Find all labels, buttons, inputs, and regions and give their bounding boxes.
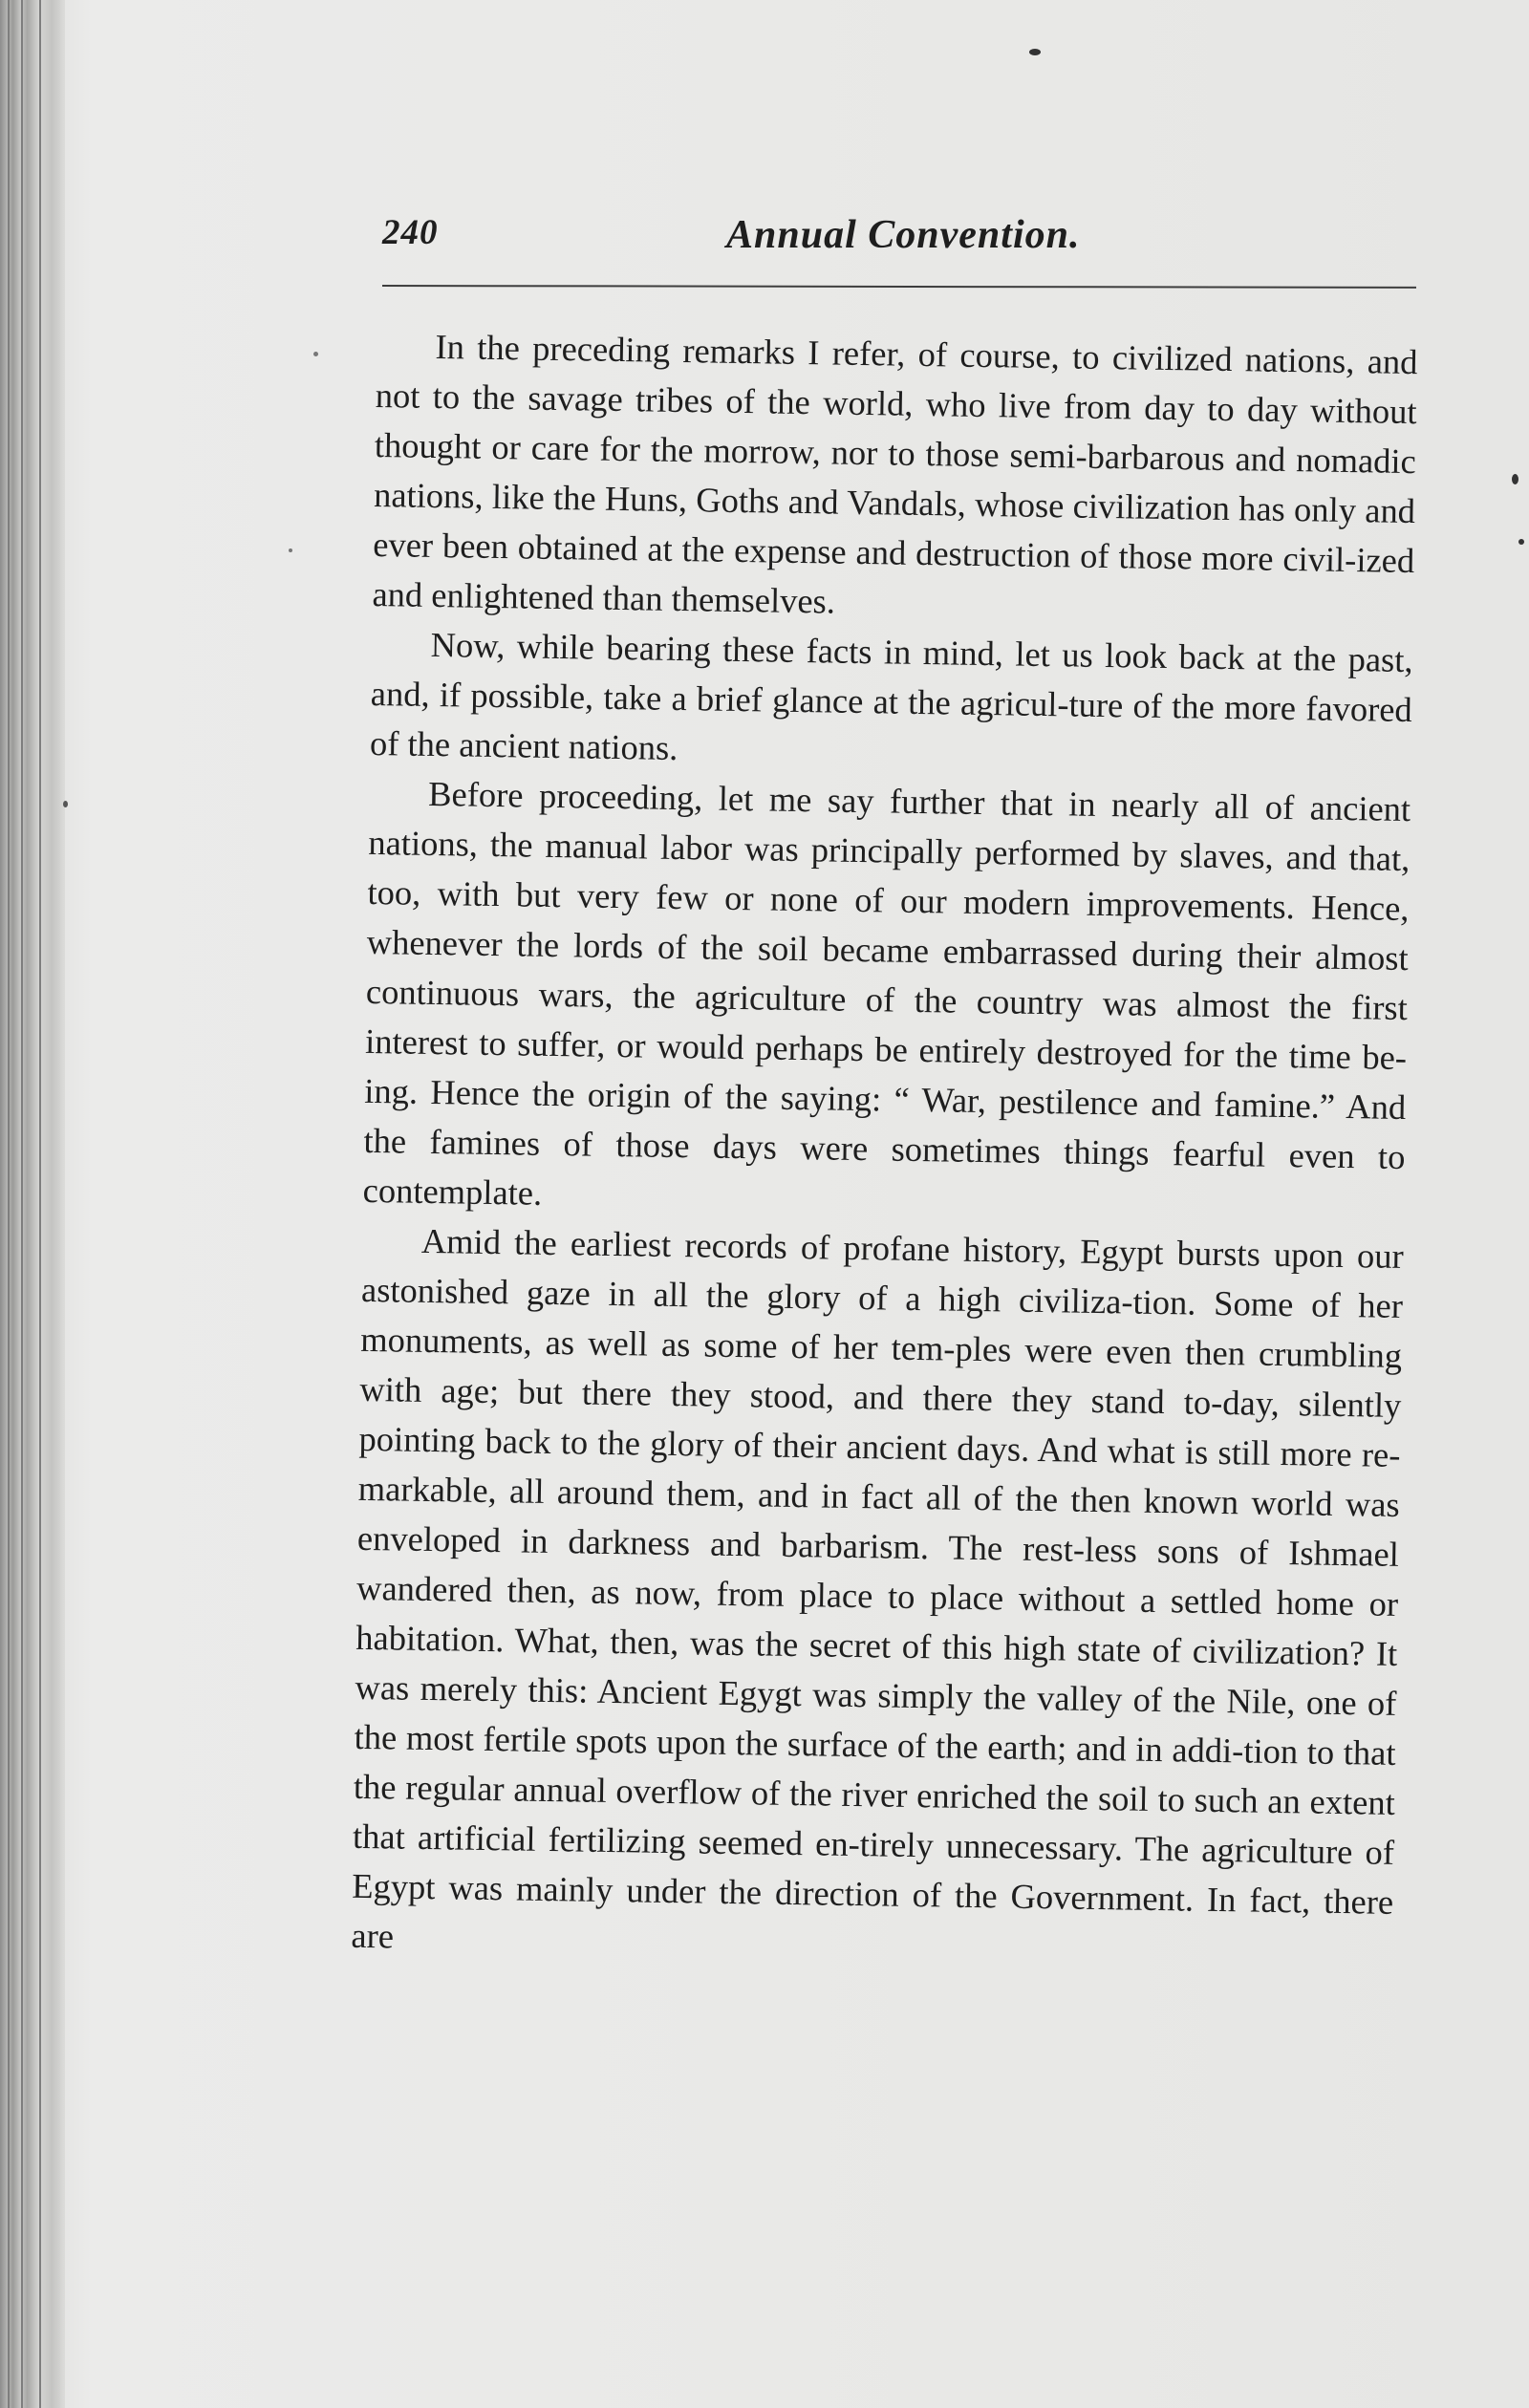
spine-line	[21, 0, 23, 2408]
ink-speck	[313, 352, 318, 356]
ink-speck	[63, 801, 68, 807]
paragraph: In the preceding remarks I refer, of course, to civilized nations, and not to the savage tribes of the world, who live from day to day without thought or care for the morrow, nor to those semi-barbarous and nomadic nations, like the Huns, Goths and Vandals, whose civilization has only and ever been obtained at the expense and destruction of those more civil-ized and enlightened than themselves.	[372, 326, 1418, 621]
spine-line	[39, 0, 41, 2408]
paragraph: Before proceeding, let me say further that in nearly all of ancient nations, the manual labor was principally performed by slaves, and that, too, with but very few or none of our modern improvements. Hence, whenever the lords of the soil became embarrassed during their almost continuous wars, the agriculture of the country was almost the first interest to suffer, or would perhaps be entirely destroyed for the time be-ing. Hence the origin of the saying: “ War, pestilence and famine.” And the famines of those days were sometimes things fearful even to contemplate.	[362, 773, 1411, 1213]
paragraph: Amid the earliest records of profane history, Egypt bursts upon our astonished gaze in all the glory of a high civiliza-tion. Some of her monuments, as well as some of her tem-ples were even then crumbling with age; but there they stood, and there they stand to-day, silently pointing back to the glory of their ancient days. And what is still more re-markable, all around them, and in fact all of the then known world was enveloped in darkness and barbarism. The rest-less sons of Ishmael wandered then, as now, from place to place without a settled home or habitation. What, then, was the secret of this high state of civilization? It was merely this: Ancient Egygt was simply the valley of the Nile, one of the most fertile spots upon the surface of the earth; and in addi-tion to that the regular annual overflow of the river enriched the soil to such an extent that artificial fertilizing seemed en-tirely unnecessary. The agriculture of Egypt was mainly under the direction of the Government. In fact, there are	[351, 1220, 1405, 1956]
header-divider	[382, 285, 1416, 289]
ink-speck	[1512, 474, 1518, 484]
ink-speck	[1518, 539, 1524, 545]
body-text	[351, 321, 1418, 1977]
page-header	[382, 212, 1419, 269]
running-title: Annual Convention.	[726, 213, 1081, 257]
book-spine-edge	[0, 0, 65, 2408]
spine-line	[8, 0, 10, 2408]
page-number: 240	[382, 213, 439, 252]
ink-speck	[1029, 49, 1041, 55]
paragraph: Now, while bearing these facts in mind, let us look back at the past, and, if possible, take a brief glance at the agricul-ture of the more favored of the ancient nations.	[369, 624, 1413, 768]
ink-speck	[289, 548, 292, 552]
